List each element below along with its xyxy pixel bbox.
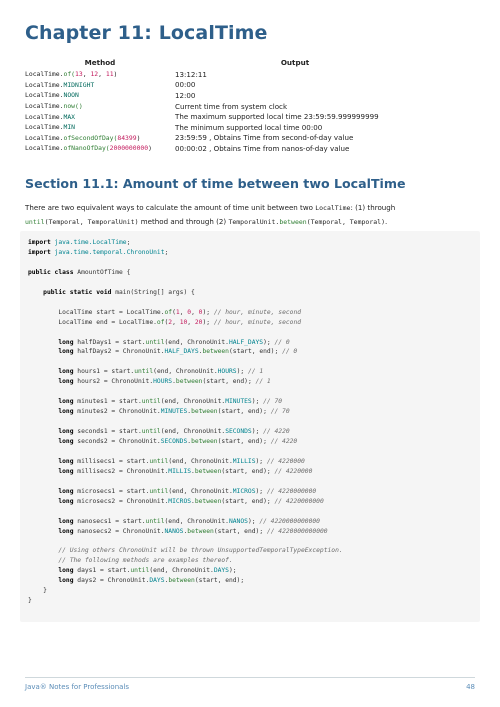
code-block: [20, 231, 480, 622]
output-cell: The minimum supported local time 00:00: [175, 122, 323, 132]
method-cell: [25, 69, 175, 80]
method-cell: [25, 90, 175, 101]
method-token: 2000000000: [109, 144, 149, 153]
footer-book-title: Java® Notes for Professionals: [25, 683, 130, 691]
code-line: long millisecs2 = ChronoUnit.MILLIS.between(start, end); // 4220000: [58, 467, 313, 475]
method-token: ,: [82, 70, 91, 79]
table-row: [25, 80, 415, 91]
method-token: 84399: [117, 133, 137, 142]
output-cell: The maximum supported local time 23:59:59.999999999: [175, 112, 379, 122]
code-line: long hours2 = ChronoUnit.HOURS.between(start, end); // 1: [58, 378, 271, 386]
code-line: import java.time.temporal.ChronoUnit;: [28, 248, 169, 256]
output-cell: 23:59:59 , Obtains Time from second-of-day value: [175, 133, 354, 143]
method-column-header: Method: [84, 58, 116, 67]
output-cell: 00:00:02 , Obtains Time from nanos-of-day value: [175, 143, 350, 153]
method-token: MIDNIGHT: [63, 80, 95, 89]
intro-code-between-args: (Temporal, Temporal): [306, 218, 385, 226]
method-cell: [25, 133, 175, 144]
table-row: [25, 101, 415, 112]
code-line: LocalTime start = LocalTime.of(1, 0, 0); // hour, minute, second: [28, 308, 302, 316]
code-line: long days1 = start.until(end, ChronoUnit.DAYS);: [58, 567, 237, 575]
code-line: }: [28, 587, 47, 595]
method-cell: [25, 143, 175, 154]
code-line: long millisecs1 = start.until(end, ChronoUnit.MILLIS); // 4220000: [58, 457, 305, 465]
table-row: [25, 90, 415, 101]
method-token: 11: [105, 70, 114, 79]
method-token: LocalTime.: [25, 80, 64, 89]
intro-text-1: There are two equivalent ways to calculate the amount of time unit between two: [25, 203, 316, 212]
intro-paragraph: [25, 201, 480, 229]
code-line: long seconds2 = ChronoUnit.SECONDS.between(start, end); // 4220: [58, 438, 298, 445]
output-cell: 00:00: [175, 80, 196, 90]
section-title: Section 11.1: Amount of time between two LocalTime: [25, 176, 406, 191]
method-cell: [25, 122, 175, 133]
code-line: long nanosecs1 = start.until(end, ChronoUnit.NANOS); // 4220000000000: [58, 517, 320, 525]
code-line: long minutes1 = start.until(end, ChronoUnit.MINUTES); // 70: [58, 398, 283, 406]
method-token: MAX: [63, 112, 76, 121]
chapter-title: Chapter 11: LocalTime: [25, 22, 268, 44]
method-token: MIN: [63, 123, 76, 132]
code-line: long halfDays2 = ChronoUnit.HALF_DAYS.between(start, end); // 0: [58, 348, 298, 356]
method-token: LocalTime.: [25, 70, 64, 79]
method-token: LocalTime.: [25, 144, 64, 153]
code-line: LocalTime end = LocalTime.of(2, 10, 20); // hour, minute, second: [28, 318, 302, 326]
intro-code-localtime: LocalTime: [315, 204, 351, 212]
output-column-header: Output: [280, 58, 310, 67]
method-token: LocalTime.: [25, 91, 64, 100]
code-line: long microsecs1 = start.until(end, ChronoUnit.MICROS); // 4220000000: [58, 487, 317, 495]
table-header-row: [25, 58, 415, 69]
method-token: NOON: [63, 91, 79, 100]
code-line: long microsecs2 = ChronoUnit.MICROS.between(start, end); // 4220000000: [58, 497, 324, 505]
method-token: of(: [63, 70, 76, 79]
intro-code-until: until: [25, 218, 45, 226]
intro-code-until-args: (Temporal, TemporalUnit): [44, 218, 139, 226]
output-cell: 12:00: [175, 90, 196, 100]
intro-text-2: : (1) through: [350, 203, 396, 212]
method-token: ,: [98, 70, 106, 79]
method-cell: [25, 111, 175, 122]
method-token: ): [113, 70, 118, 79]
code-line: long hours1 = start.until(end, ChronoUnit.HOURS); // 1: [58, 368, 264, 376]
table-row: [25, 69, 415, 80]
code-line: long minutes2 = ChronoUnit.MINUTES.between(start, end); // 70: [58, 408, 290, 416]
output-cell: Current time from system clock: [175, 101, 288, 111]
code-line: // The following methods are examples thereof.: [58, 557, 233, 565]
table-row: [25, 111, 415, 122]
table-row: [25, 133, 415, 144]
method-token: LocalTime.: [25, 102, 64, 111]
method-token: LocalTime.: [25, 112, 64, 121]
code-line: long seconds1 = start.until(end, ChronoUnit.SECONDS); // 4220: [58, 428, 290, 436]
intro-text-3: method and through (2): [138, 217, 229, 226]
code-line: long halfDays1 = start.until(end, ChronoUnit.HALF_DAYS); // 0: [58, 338, 290, 346]
method-token: ): [148, 144, 152, 153]
code-line: import java.time.LocalTime;: [28, 239, 131, 246]
footer-page-number: 48: [466, 683, 475, 691]
code-line: public class AmountOfTime {: [28, 268, 131, 276]
method-token: 13: [75, 70, 83, 79]
code-line: long days2 = ChronoUnit.DAYS.between(start, end);: [58, 577, 245, 585]
table-row: [25, 122, 415, 133]
method-token: LocalTime.: [25, 133, 64, 142]
intro-code-temporalunit: TemporalUnit.: [228, 218, 280, 226]
method-cell: [25, 101, 175, 112]
method-token: ): [136, 133, 141, 142]
method-token: ofNanoOfDay(: [63, 144, 110, 153]
code-line: long nanosecs2 = ChronoUnit.NANOS.between(start, end); // 4220000000000: [58, 527, 328, 535]
code-line: }: [28, 597, 32, 605]
method-token: ofSecondOfDay(: [63, 133, 118, 142]
method-token: now(): [63, 102, 83, 111]
intro-text-4: .: [385, 217, 388, 226]
methods-table: [25, 58, 415, 154]
footer-divider: [25, 677, 475, 678]
code-line: public static void main(String[] args) {: [43, 288, 195, 296]
method-token: LocalTime.: [25, 123, 64, 132]
code-line: // Using others ChronoUnit will be thrown UnsupportedTemporalTypeException.: [58, 547, 343, 555]
method-cell: [25, 80, 175, 91]
method-token: 12: [90, 70, 99, 79]
output-cell: 13:12:11: [175, 69, 207, 79]
intro-code-between: between: [279, 218, 307, 226]
table-row: [25, 143, 415, 154]
